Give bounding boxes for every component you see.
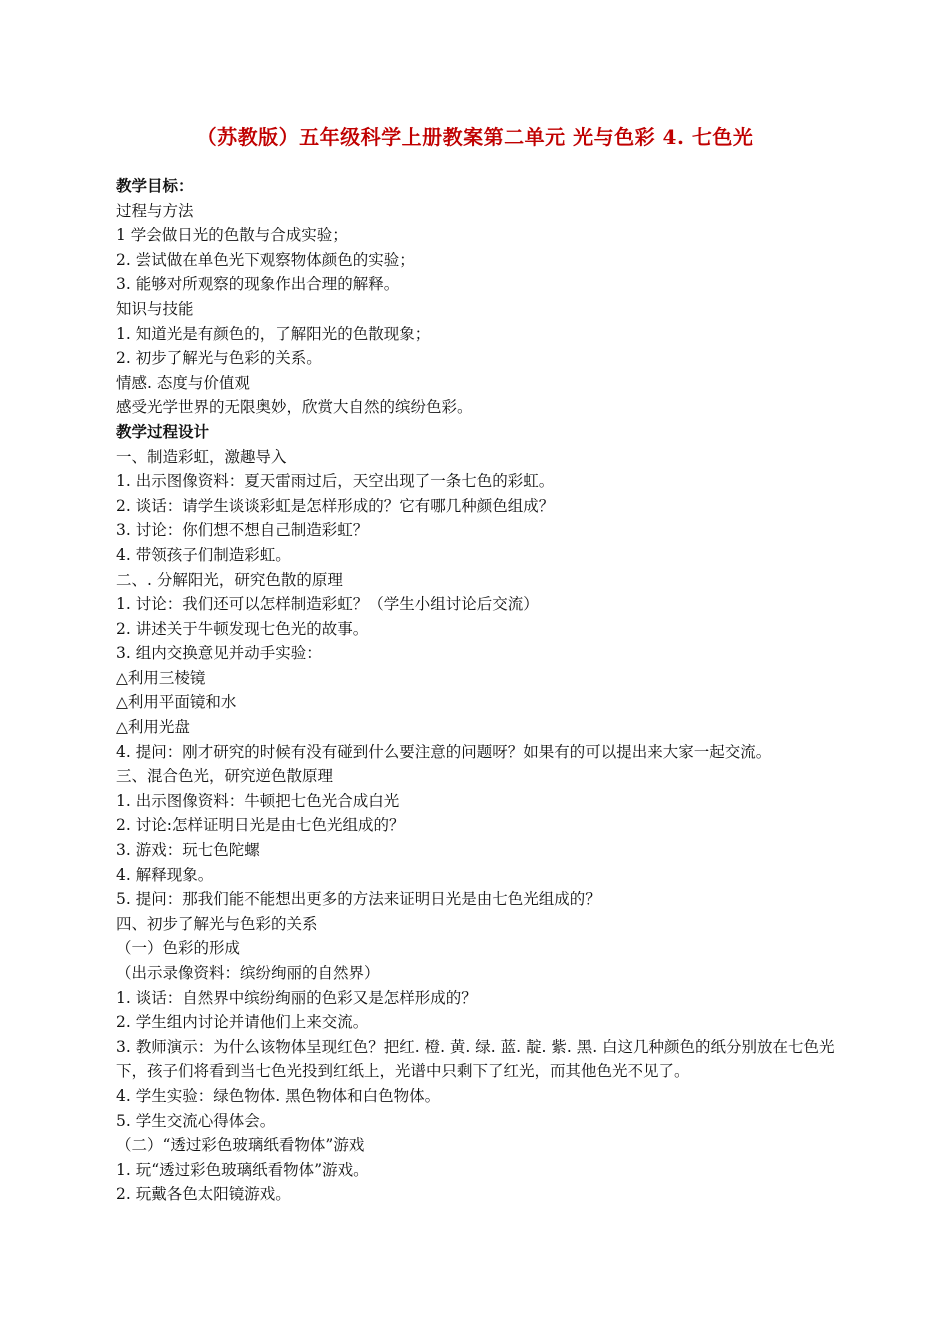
text-line: 一、制造彩虹，激趣导入 xyxy=(116,447,287,466)
text-line: 知识与技能 xyxy=(116,299,194,318)
text-line: （二）“透过彩色玻璃纸看物体”游戏 xyxy=(116,1136,365,1155)
text-line: △利用三棱镜 xyxy=(116,668,206,687)
text-line: 1. 玩“透过彩色玻璃纸看物体”游戏。 xyxy=(116,1160,369,1179)
text-line: 4. 学生实验：绿色物体. 黑色物体和白色物体。 xyxy=(116,1086,441,1105)
text-line: 2. 讨论:怎样证明日光是由七色光组成的？ xyxy=(116,816,405,835)
text-line: 过程与方法 xyxy=(116,201,194,220)
text-line: 1. 知道光是有颜色的，了解阳光的色散现象； xyxy=(116,324,431,343)
text-line: 4. 解释现象。 xyxy=(116,865,214,884)
text-line: 2. 尝试做在单色光下观察物体颜色的实验； xyxy=(116,250,415,269)
text-line: 3. 能够对所观察的现象作出合理的解释。 xyxy=(116,275,400,294)
text-line: △利用平面镜和水 xyxy=(116,693,237,712)
text-line: （一）色彩的形成 xyxy=(116,939,241,958)
text-line: 情感. 态度与价值观 xyxy=(116,373,250,392)
section-heading: 教学过程设计 xyxy=(116,421,210,441)
text-line: 三、混合色光，研究逆色散原理 xyxy=(116,767,334,786)
section-heading: 教学目标： xyxy=(116,176,194,195)
text-line: 感受光学世界的无限奥妙，欣赏大自然的缤纷色彩。 xyxy=(116,398,473,417)
text-line: 1. 谈话：自然界中缤纷绚丽的色彩又是怎样形成的？ xyxy=(116,988,477,1007)
text-line: 3. 组内交换意见并动手实验： xyxy=(116,644,322,663)
text-line: 1 学会做日光的色散与合成实验； xyxy=(116,226,348,245)
text-line: 5. 学生交流心得体会。 xyxy=(116,1111,276,1130)
text-line: 2. 学生组内讨论并请他们上来交流。 xyxy=(116,1013,369,1032)
text-line: 1. 出示图像资料：夏天雷雨过后，天空出现了一条七色的彩虹。 xyxy=(116,472,555,491)
text-line: 二、. 分解阳光，研究色散的原理 xyxy=(116,570,343,589)
text-line: △利用光盘 xyxy=(116,718,190,737)
text-line: 3. 教师演示：为什么该物体呈现红色？把红. 橙. 黄. 绿. 蓝. 靛. 紫. 黑. 白这几种颜色的纸分别放在七色光下，孩子们将看到当七色光投到红纸上，光谱中只剩下了红光，而其他色光不见了。 xyxy=(116,1037,835,1081)
document-body xyxy=(116,174,840,1207)
text-line: 2. 初步了解光与色彩的关系。 xyxy=(116,349,322,368)
text-line: 2. 讲述关于牛顿发现七色光的故事。 xyxy=(116,619,369,638)
text-line: （出示录像资料：缤纷绚丽的自然界） xyxy=(116,964,380,982)
text-line: 3. 讨论：你们想不想自己制造彩虹？ xyxy=(116,521,369,540)
text-line: 2. 玩戴各色太阳镜游戏。 xyxy=(116,1185,291,1204)
text-line: 4. 带领孩子们制造彩虹。 xyxy=(116,545,291,564)
text-line: 四、初步了解光与色彩的关系 xyxy=(116,914,318,933)
document-title: （苏教版）五年级科学上册教案第二单元 光与色彩 4. 七色光 xyxy=(196,125,754,149)
text-line: 1. 出示图像资料：牛顿把七色光合成白光 xyxy=(116,791,400,810)
text-line: 5. 提问：那我们能不能想出更多的方法来证明日光是由七色光组成的？ xyxy=(116,890,601,909)
text-line: 3. 游戏：玩七色陀螺 xyxy=(116,841,260,860)
text-line: 4. 提问：刚才研究的时候有没有碰到什么要注意的问题呀？如果有的可以提出来大家一起交流。 xyxy=(116,742,772,761)
text-line: 2. 谈话：请学生谈谈彩虹是怎样形成的？它有哪几种颜色组成？ xyxy=(116,496,555,515)
text-line: 1. 讨论：我们还可以怎样制造彩虹？（学生小组讨论后交流） xyxy=(116,595,539,614)
